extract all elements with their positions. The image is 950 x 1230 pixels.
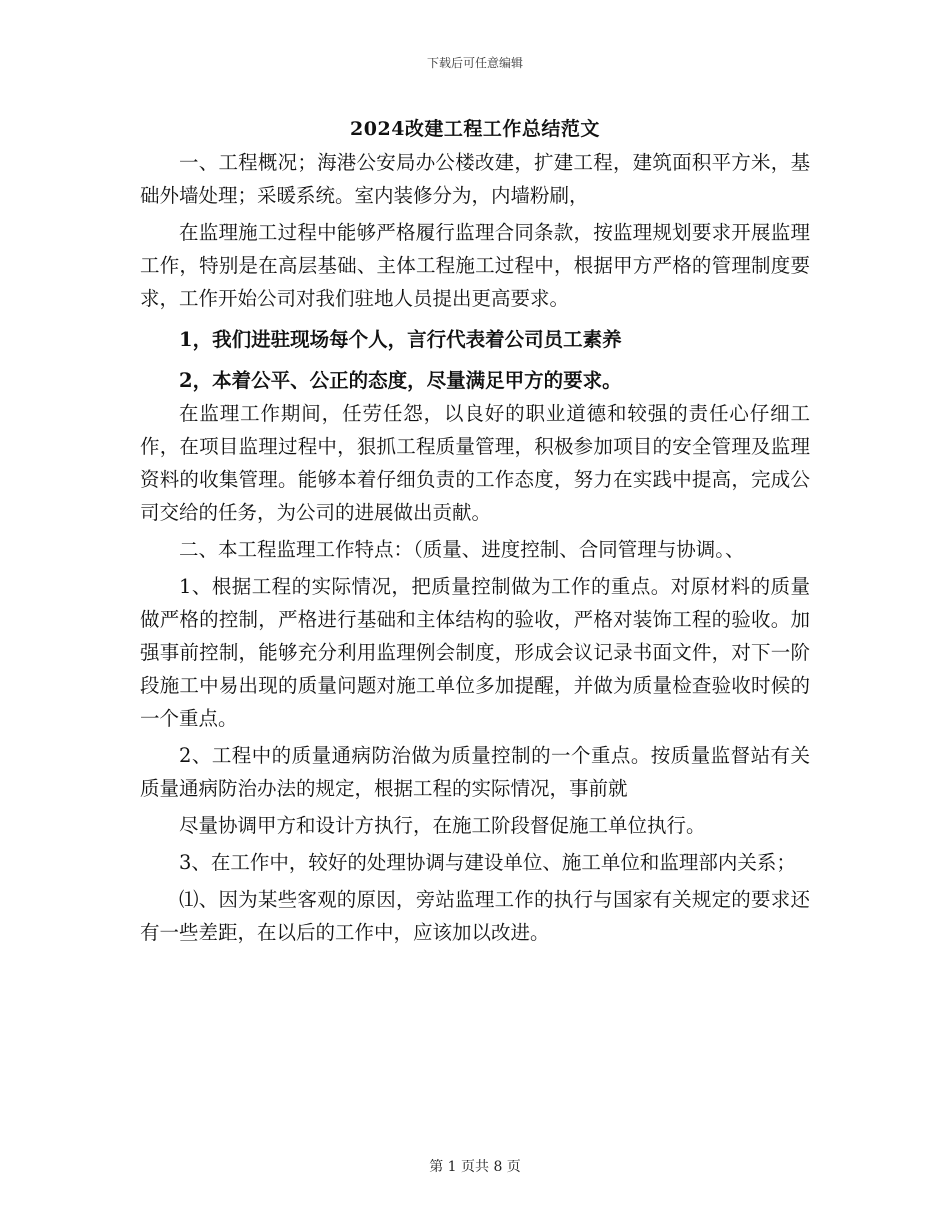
- paragraph-overview: 一、工程概况；海港公安局办公楼改建，扩建工程，建筑面积平方米，基础外墙处理；采暖系统。室内装修分为，内墙粉刷，: [140, 151, 810, 207]
- paragraph-quality-control: 1、根据工程的实际情况，把质量控制做为工作的重点。对原材料的质量做严格的控制，严格进行基础和主体结构的验收，严格对装饰工程的验收。加强事前控制，能够充分利用监理例会制度，形成会议记录书面文件，对下一阶段施工中易出现的质量问题对施工单位多加提醒，并做为质量检查验收时候的一个重点。: [140, 575, 810, 730]
- paragraph-supervision: 在监理施工过程中能够严格履行监理合同条款，按监理规划要求开展监理工作，特别是在高层基础、主体工程施工过程中，根据甲方严格的管理制度要求，工作开始公司对我们驻地人员提出更高要求。: [140, 221, 810, 310]
- paragraph-point-2: 2，本着公平、公正的态度，尽量满足甲方的要求。: [179, 369, 622, 392]
- paragraph-features: 二、本工程监理工作特点：（质量、进度控制、合同管理与协调。、: [179, 538, 745, 561]
- document-title: 2024改建工程工作总结范文: [350, 118, 600, 140]
- paragraph-coordination: 尽量协调甲方和设计方执行，在施工阶段督促施工单位执行。: [179, 814, 706, 837]
- page-footer: 第 1 页共 8 页: [429, 1159, 521, 1175]
- paragraph-point-1: 1，我们进驻现场每个人，言行代表着公司员工素养: [179, 328, 622, 351]
- paragraph-work-period: 在监理工作期间，任劳任怨，以良好的职业道德和较强的责任心仔细工作，在项目监理过程中，狠抓工程质量管理，积极参加项目的安全管理及监理资料的收集管理。能够本着仔细负责的工作态度，努力在实践中提高，完成公司交给的任务，为公司的进展做出贡献。: [140, 402, 810, 524]
- paragraph-relations: 3、在工作中，较好的处理协调与建设单位、施工单位和监理部内关系；: [179, 851, 796, 874]
- paragraph-improvement: ⑴、因为某些客观的原因，旁站监理工作的执行与国家有关规定的要求还有一些差距，在以后的工作中，应该加以改进。: [140, 888, 810, 944]
- document-body: [140, 146, 810, 949]
- paragraph-common-defects: 2、工程中的质量通病防治做为质量控制的一个重点。按质量监督站有关质量通病防治办法的规定，根据工程的实际情况，事前就: [140, 744, 810, 800]
- header-note: 下载后可任意编辑: [426, 56, 523, 70]
